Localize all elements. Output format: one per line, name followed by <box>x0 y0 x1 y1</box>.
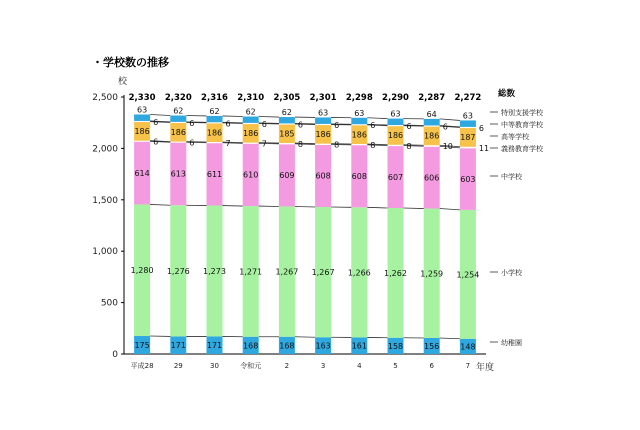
top-segment-value: 62 <box>209 107 219 116</box>
y-axis-unit: 校 <box>118 75 128 87</box>
high-school-small-value: 11 <box>479 144 489 153</box>
bar-segment <box>134 114 150 120</box>
legend-label: 特別支援学校 <box>501 108 544 117</box>
top-segment-value: 64 <box>427 110 437 119</box>
connector-line <box>404 208 424 209</box>
secondary-value: 186 <box>243 129 258 138</box>
secondary-value: 186 <box>388 131 403 140</box>
connector-line <box>295 337 315 338</box>
chart-title: ・学校数の推移 <box>92 55 170 69</box>
y-tick-label: 500 <box>101 299 118 309</box>
total-value: 2,290 <box>382 93 409 103</box>
total-value: 2,320 <box>165 93 192 103</box>
special-small-value: 6 <box>262 120 267 129</box>
connector-line <box>295 206 315 207</box>
kindergarten-value: 168 <box>279 341 294 350</box>
top-segment-value: 62 <box>173 107 183 116</box>
x-tick-label: 29 <box>174 362 183 370</box>
connector-line <box>440 119 460 121</box>
kindergarten-value: 158 <box>388 342 403 351</box>
kindergarten-value: 161 <box>352 342 367 351</box>
connector-line <box>367 118 387 119</box>
y-tick-label: 1,000 <box>92 247 118 257</box>
kindergarten-value: 175 <box>134 341 149 350</box>
connector-line <box>150 114 170 115</box>
kindergarten-value: 156 <box>424 342 439 351</box>
bar-segment <box>279 117 295 123</box>
total-value: 2,305 <box>273 93 300 103</box>
bar-segment <box>279 143 295 144</box>
bar-segment <box>279 123 295 124</box>
secondary-value: 186 <box>171 128 186 137</box>
junior-high-value: 603 <box>460 175 475 184</box>
legend-label: 小学校 <box>501 268 523 277</box>
bar-segment <box>460 120 476 126</box>
connector-line <box>223 116 243 117</box>
total-value: 2,287 <box>418 93 445 103</box>
bar-segment <box>315 117 331 123</box>
x-tick-label: 3 <box>321 362 325 370</box>
bar-segment <box>424 125 440 126</box>
secondary-value: 186 <box>424 132 439 141</box>
special-small-value: 6 <box>407 122 412 131</box>
high-school-small-value: 6 <box>153 138 158 147</box>
connector-line <box>367 207 387 208</box>
x-tick-label: 5 <box>393 362 397 370</box>
special-small-value: 6 <box>298 120 303 129</box>
bar-segment <box>460 127 476 128</box>
bar-segment <box>134 121 150 122</box>
special-small-value: 6 <box>443 122 448 131</box>
legend-label: 高等学校 <box>501 132 530 141</box>
total-value: 2,316 <box>201 93 228 103</box>
junior-high-value: 609 <box>279 171 294 180</box>
special-small-value: 6 <box>226 119 231 128</box>
junior-high-value: 608 <box>352 172 367 181</box>
legend-label: 中学校 <box>501 172 523 181</box>
bar-segment <box>351 144 367 145</box>
bar-segment <box>424 145 440 146</box>
elementary-value: 1,276 <box>167 267 190 276</box>
junior-high-value: 611 <box>207 170 222 179</box>
bar-segment <box>207 122 223 123</box>
total-value: 2,330 <box>129 93 156 103</box>
elementary-value: 1,267 <box>275 268 298 277</box>
top-segment-value: 63 <box>390 110 400 119</box>
kindergarten-value: 163 <box>315 342 330 351</box>
elementary-value: 1,254 <box>456 270 479 279</box>
kindergarten-value: 171 <box>207 341 222 350</box>
x-tick-label: 6 <box>429 362 434 370</box>
bar-segment <box>388 119 404 125</box>
secondary-value: 186 <box>315 130 330 139</box>
special-small-value: 6 <box>479 124 484 133</box>
x-tick-label: 30 <box>210 362 219 370</box>
bar-segment <box>424 119 440 126</box>
bar-segment <box>207 142 223 143</box>
x-tick-label: 平成28 <box>131 361 154 370</box>
bar-segment <box>351 124 367 125</box>
kindergarten-value: 168 <box>243 341 258 350</box>
bar-segment <box>315 144 331 145</box>
elementary-value: 1,259 <box>420 269 443 278</box>
bar-segment <box>207 116 223 122</box>
legend-label: 中等教育学校 <box>501 120 544 129</box>
top-segment-value: 62 <box>282 108 292 117</box>
high-school-small-value: 8 <box>334 141 339 150</box>
totals-label: 総数 <box>498 88 516 99</box>
total-value: 2,301 <box>310 93 337 103</box>
special-small-value: 6 <box>189 119 194 128</box>
bar-segment <box>134 141 150 142</box>
kindergarten-value: 148 <box>460 342 475 351</box>
high-school-small-value: 8 <box>298 140 303 149</box>
bar-segment <box>388 145 404 146</box>
x-tick-label: 4 <box>357 362 362 370</box>
connector-line <box>440 338 460 339</box>
bar-segment <box>243 117 259 123</box>
elementary-value: 1,262 <box>384 269 407 278</box>
special-small-value: 6 <box>153 118 158 127</box>
bar-segment <box>315 124 331 125</box>
bar-segment <box>351 118 367 124</box>
top-segment-value: 62 <box>246 108 256 117</box>
top-segment-value: 63 <box>354 109 364 118</box>
secondary-value: 186 <box>134 127 149 136</box>
y-tick-label: 2,500 <box>92 93 118 103</box>
y-tick-label: 0 <box>112 350 118 360</box>
bar-segment <box>243 143 259 144</box>
kindergarten-value: 171 <box>171 341 186 350</box>
junior-high-value: 606 <box>424 173 439 182</box>
top-segment-value: 63 <box>463 111 473 120</box>
x-tick-label: 令和元 <box>240 361 261 370</box>
total-value: 2,298 <box>346 93 373 103</box>
junior-high-value: 607 <box>388 173 403 182</box>
junior-high-value: 613 <box>171 170 186 179</box>
elementary-value: 1,267 <box>312 268 335 277</box>
high-school-small-value: 8 <box>407 142 412 151</box>
high-school-small-value: 7 <box>262 140 267 149</box>
bar-segment <box>170 122 186 123</box>
bar-segment <box>170 116 186 122</box>
junior-high-value: 608 <box>315 172 330 181</box>
secondary-value: 185 <box>279 130 294 139</box>
connector-line <box>259 117 279 118</box>
high-school-small-value: 10 <box>443 142 453 151</box>
junior-high-value: 610 <box>243 171 258 180</box>
x-tick-label: 7 <box>466 362 470 370</box>
x-axis-unit: 年度 <box>476 361 494 373</box>
elementary-value: 1,280 <box>131 266 154 275</box>
high-school-small-value: 7 <box>226 139 231 148</box>
total-value: 2,310 <box>237 93 264 103</box>
total-value: 2,272 <box>454 93 481 103</box>
y-tick-label: 1,500 <box>92 196 118 206</box>
elementary-value: 1,271 <box>239 267 262 276</box>
bar-segment <box>460 147 476 148</box>
y-tick-label: 2,000 <box>92 144 118 154</box>
junior-high-value: 614 <box>134 169 149 178</box>
top-segment-value: 63 <box>318 108 328 117</box>
x-tick-label: 2 <box>285 362 289 370</box>
elementary-value: 1,266 <box>348 268 371 277</box>
connector-line <box>223 206 243 207</box>
bar-segment <box>243 123 259 124</box>
top-segment-value: 63 <box>137 105 147 114</box>
secondary-value: 186 <box>207 128 222 137</box>
elementary-value: 1,273 <box>203 267 226 276</box>
high-school-small-value: 8 <box>370 141 375 150</box>
secondary-value: 187 <box>460 133 475 142</box>
special-small-value: 6 <box>370 121 375 130</box>
high-school-small-value: 6 <box>189 139 194 148</box>
secondary-value: 186 <box>352 130 367 139</box>
legend-label: 幼稚園 <box>501 338 522 347</box>
connector-line <box>150 204 170 205</box>
bar-segment <box>170 142 186 143</box>
legend-label: 義務教育学校 <box>501 144 544 153</box>
connector-line <box>440 209 460 210</box>
special-small-value: 6 <box>334 121 339 130</box>
bar-segment <box>388 125 404 126</box>
